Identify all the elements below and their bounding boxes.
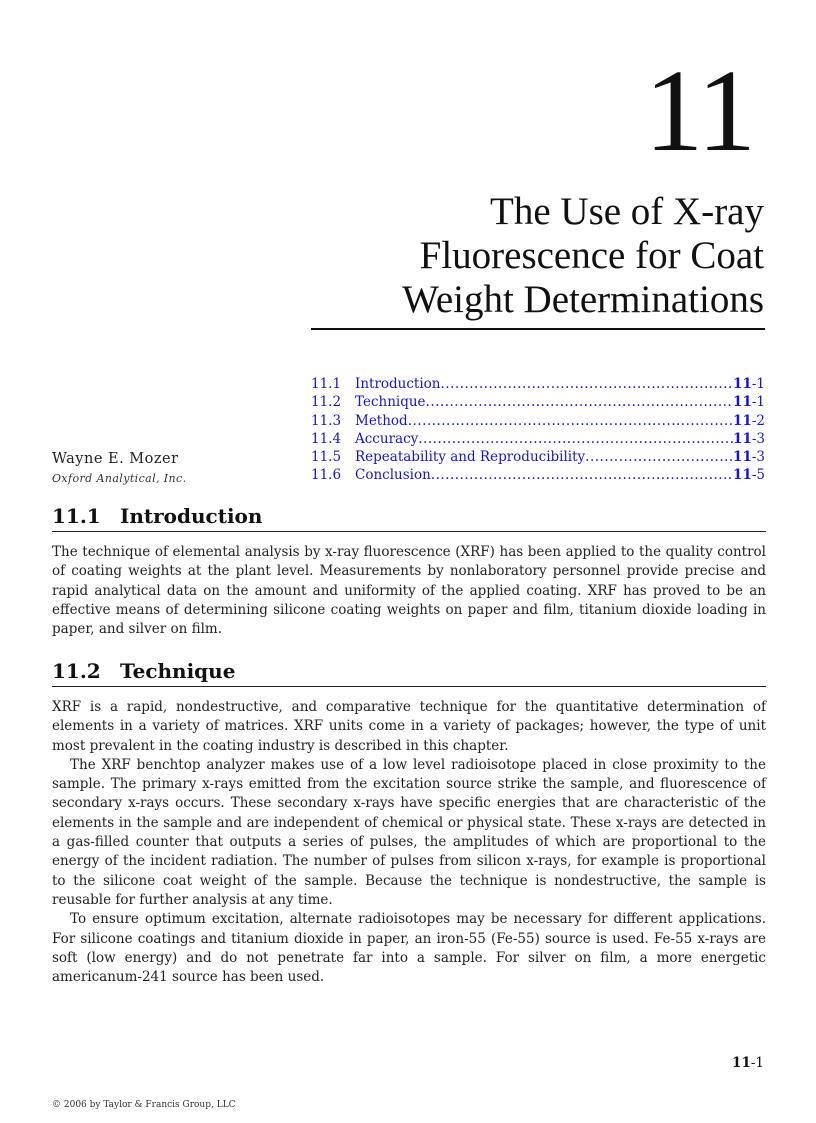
section-title: Introduction: [120, 504, 263, 528]
paragraph: XRF is a rapid, nondestructive, and comparative technique for the quantitative determination of elements in a variety of matrices. XRF units come in a variety of packages; however, the type of unit most prevalent in the coating industry is described in this chapter.: [52, 699, 766, 754]
toc-number: 11.4: [311, 430, 342, 447]
toc-entry-method[interactable]: [311, 413, 765, 431]
toc-title: Method: [355, 412, 408, 429]
toc-page: 11-1: [733, 394, 765, 411]
section-number: 11.1: [52, 504, 101, 528]
toc-leader: [441, 376, 734, 392]
toc-leader: [426, 394, 734, 410]
toc-title: Accuracy: [355, 430, 419, 447]
toc-number: 11.3: [311, 412, 342, 429]
paragraph: The technique of elemental analysis by x-ray fluorescence (XRF) has been applied to the quality control of coating weights at the plant level. Measurements by nonlaboratory personnel provide precise and rapid analytical data on the amount and uniformity of the applied coating. XRF has proved to be an effective means of determining silicone coating weights on paper and film, titanium dioxide loading in paper, and silver on film.: [52, 544, 766, 638]
toc-page: 11-5: [733, 467, 765, 484]
section-heading: [52, 661, 766, 687]
title-rule: [311, 328, 765, 330]
paragraph: To ensure optimum excitation, alternate radioisotopes may be necessary for different applications. For silicone coatings and titanium dioxide in paper, an iron-55 (Fe-55) source is used. Fe-55 x-rays are soft (low energy) and do not penetrate far into a sample. For silver on film, a more energetic americanum-241 source has been used.: [52, 911, 766, 986]
table-of-contents: [311, 376, 765, 486]
toc-entry-introduction[interactable]: [311, 376, 765, 394]
copyright-notice: © 2006 by Taylor & Francis Group, LLC: [52, 1100, 236, 1110]
section-introduction: [52, 506, 766, 639]
toc-title: Technique: [355, 394, 426, 411]
toc-entry-conclusion[interactable]: [311, 467, 765, 485]
section-number: 11.2: [52, 659, 101, 683]
paragraph: The XRF benchtop analyzer makes use of a low level radioisotope placed in close proximity to the sample. The primary x-rays emitted from the excitation source strike the sample, and fluorescence of secondary x-rays occurs. These secondary x-rays have specific energies that are characteristic of the elements in the sample and are independent of chemical or physical state. These x-rays are detected in a gas-filled counter that outputs a series of pulses, the amplitudes of which are proportional to the energy of the incident radiation. The number of pulses from silicon x-rays, for example is proportional to the silicone coat weight of the sample. Because the technique is nondestructive, the sample is reusable for further analysis at any time.: [52, 756, 766, 908]
toc-page: 11-3: [733, 449, 765, 466]
section-heading: [52, 506, 766, 532]
toc-page: 11-2: [733, 412, 765, 429]
toc-leader: [418, 431, 733, 447]
toc-page: 11-1: [733, 376, 765, 392]
toc-number: 11.2: [311, 394, 342, 411]
section-technique: [52, 661, 766, 987]
author-name: Wayne E. Mozer: [52, 451, 179, 467]
chapter-title: [264, 190, 764, 322]
page-number: 11-1: [732, 1055, 764, 1071]
chapter-title-line: Weight Determinations: [402, 278, 764, 321]
toc-number: 11.1: [311, 376, 342, 392]
toc-number: 11.5: [311, 449, 342, 466]
toc-leader: [431, 467, 733, 483]
toc-entry-accuracy[interactable]: [311, 431, 765, 449]
toc-number: 11.6: [311, 467, 342, 484]
chapter-title-line: The Use of X-ray: [490, 190, 764, 233]
toc-title: Introduction: [355, 376, 441, 392]
toc-entry-repeatability[interactable]: [311, 449, 765, 467]
chapter-title-line: Fluorescence for Coat: [419, 234, 764, 277]
toc-page: 11-3: [733, 430, 765, 447]
author-affiliation: Oxford Analytical, Inc.: [52, 472, 187, 485]
toc-title: Repeatability and Reproducibility: [355, 449, 586, 466]
toc-leader: [585, 449, 733, 465]
toc-entry-technique[interactable]: [311, 394, 765, 412]
toc-title: Conclusion: [355, 467, 431, 484]
section-title: Technique: [120, 659, 236, 683]
chapter-number: 11: [644, 45, 754, 176]
toc-leader: [408, 413, 733, 429]
